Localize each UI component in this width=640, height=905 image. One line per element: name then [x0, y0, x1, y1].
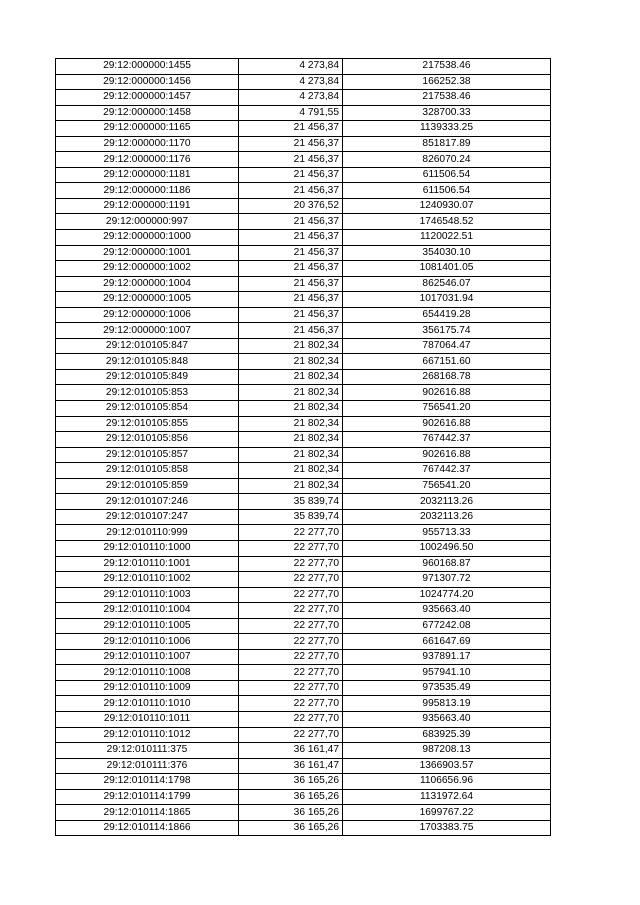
table-row [56, 618, 551, 634]
table-row [56, 245, 551, 261]
value-cell: 354030.10 [343, 245, 551, 261]
cadastral-number-cell: 29:12:010105:856 [56, 432, 239, 448]
cadastral-number-cell: 29:12:010110:1012 [56, 727, 239, 743]
area-cell: 21 802,34 [239, 401, 343, 417]
value-cell: 862546.07 [343, 276, 551, 292]
value-cell: 987208.13 [343, 743, 551, 759]
value-cell: 960168.87 [343, 556, 551, 572]
cadastral-number-cell: 29:12:000000:1004 [56, 276, 239, 292]
value-cell: 667151.60 [343, 354, 551, 370]
value-cell: 767442.37 [343, 463, 551, 479]
area-cell: 21 802,34 [239, 463, 343, 479]
cadastral-number-cell: 29:12:000000:1002 [56, 261, 239, 277]
area-cell: 21 456,37 [239, 214, 343, 230]
table-row [56, 167, 551, 183]
cadastral-number-cell: 29:12:010105:853 [56, 385, 239, 401]
value-cell: 935663.40 [343, 711, 551, 727]
table-row [56, 727, 551, 743]
table-row [56, 152, 551, 168]
area-cell: 21 456,37 [239, 136, 343, 152]
cadastral-number-cell: 29:12:000000:1186 [56, 183, 239, 199]
table-row [56, 634, 551, 650]
value-cell: 1024774.20 [343, 587, 551, 603]
cadastral-number-cell: 29:12:010110:1001 [56, 556, 239, 572]
table-row [56, 540, 551, 556]
cadastral-number-cell: 29:12:010110:1008 [56, 665, 239, 681]
table-row [56, 789, 551, 805]
cadastral-number-cell: 29:12:010111:376 [56, 758, 239, 774]
cadastral-number-cell: 29:12:010105:858 [56, 463, 239, 479]
area-cell: 22 277,70 [239, 665, 343, 681]
cadastral-number-cell: 29:12:010110:1000 [56, 540, 239, 556]
table-row [56, 805, 551, 821]
area-cell: 21 802,34 [239, 416, 343, 432]
cadastral-number-cell: 29:12:010107:247 [56, 509, 239, 525]
cadastral-number-cell: 29:12:000000:1455 [56, 59, 239, 75]
table-row [56, 603, 551, 619]
table-row [56, 183, 551, 199]
table-row [56, 354, 551, 370]
area-cell: 21 456,37 [239, 276, 343, 292]
cadastral-number-cell: 29:12:010105:848 [56, 354, 239, 370]
area-cell: 21 802,34 [239, 447, 343, 463]
value-cell: 1139333.25 [343, 121, 551, 137]
value-cell: 902616.88 [343, 416, 551, 432]
value-cell: 166252.38 [343, 74, 551, 90]
value-cell: 217538.46 [343, 90, 551, 106]
value-cell: 1131972.64 [343, 789, 551, 805]
area-cell: 36 165,26 [239, 805, 343, 821]
value-cell: 356175.74 [343, 323, 551, 339]
table-row [56, 105, 551, 121]
table-row [56, 820, 551, 836]
value-cell: 826070.24 [343, 152, 551, 168]
table-row [56, 774, 551, 790]
cadastral-number-cell: 29:12:010110:999 [56, 525, 239, 541]
value-cell: 1366903.57 [343, 758, 551, 774]
table-row [56, 494, 551, 510]
cadastral-number-cell: 29:12:010114:1799 [56, 789, 239, 805]
table-row [56, 338, 551, 354]
value-cell: 756541.20 [343, 478, 551, 494]
value-cell: 767442.37 [343, 432, 551, 448]
table-row [56, 696, 551, 712]
value-cell: 2032113.26 [343, 509, 551, 525]
area-cell: 22 277,70 [239, 556, 343, 572]
area-cell: 21 802,34 [239, 385, 343, 401]
value-cell: 973535.49 [343, 680, 551, 696]
cadastral-number-cell: 29:12:000000:1007 [56, 323, 239, 339]
value-cell: 2032113.26 [343, 494, 551, 510]
value-cell: 1017031.94 [343, 292, 551, 308]
value-cell: 268168.78 [343, 369, 551, 385]
area-cell: 36 165,26 [239, 820, 343, 836]
area-cell: 21 456,37 [239, 323, 343, 339]
area-cell: 36 165,26 [239, 774, 343, 790]
table-row [56, 385, 551, 401]
area-cell: 22 277,70 [239, 634, 343, 650]
area-cell: 22 277,70 [239, 696, 343, 712]
area-cell: 22 277,70 [239, 603, 343, 619]
value-cell: 1120022.51 [343, 230, 551, 246]
value-cell: 935663.40 [343, 603, 551, 619]
table-row [56, 214, 551, 230]
value-cell: 1106656.96 [343, 774, 551, 790]
table-row [56, 587, 551, 603]
area-cell: 21 456,37 [239, 230, 343, 246]
cadastral-number-cell: 29:12:000000:1170 [56, 136, 239, 152]
table-row [56, 743, 551, 759]
value-cell: 971307.72 [343, 572, 551, 588]
area-cell: 22 277,70 [239, 711, 343, 727]
area-cell: 21 456,37 [239, 245, 343, 261]
cadastral-number-cell: 29:12:010110:1010 [56, 696, 239, 712]
value-cell: 1240930.07 [343, 198, 551, 214]
table-row [56, 680, 551, 696]
table-row [56, 556, 551, 572]
value-cell: 1081401.05 [343, 261, 551, 277]
cadastral-number-cell: 29:12:000000:1457 [56, 90, 239, 106]
value-cell: 1746548.52 [343, 214, 551, 230]
cadastral-number-cell: 29:12:010107:246 [56, 494, 239, 510]
table-row [56, 90, 551, 106]
value-cell: 902616.88 [343, 447, 551, 463]
cadastral-number-cell: 29:12:010105:859 [56, 478, 239, 494]
value-cell: 1703383.75 [343, 820, 551, 836]
cadastral-table [55, 58, 551, 836]
table-row [56, 74, 551, 90]
area-cell: 35 839,74 [239, 509, 343, 525]
table-row [56, 307, 551, 323]
area-cell: 21 456,37 [239, 121, 343, 137]
area-cell: 4 273,84 [239, 59, 343, 75]
cadastral-number-cell: 29:12:000000:1165 [56, 121, 239, 137]
cadastral-number-cell: 29:12:010105:857 [56, 447, 239, 463]
table-row [56, 572, 551, 588]
value-cell: 787064.47 [343, 338, 551, 354]
table-row [56, 198, 551, 214]
cadastral-number-cell: 29:12:000000:1181 [56, 167, 239, 183]
value-cell: 654419.28 [343, 307, 551, 323]
value-cell: 955713.33 [343, 525, 551, 541]
cadastral-number-cell: 29:12:010110:1002 [56, 572, 239, 588]
value-cell: 677242.08 [343, 618, 551, 634]
cadastral-number-cell: 29:12:010114:1865 [56, 805, 239, 821]
value-cell: 217538.46 [343, 59, 551, 75]
table-row [56, 509, 551, 525]
area-cell: 22 277,70 [239, 525, 343, 541]
cadastral-number-cell: 29:12:010110:1005 [56, 618, 239, 634]
table-row [56, 323, 551, 339]
area-cell: 21 456,37 [239, 152, 343, 168]
table-row [56, 276, 551, 292]
table-row [56, 401, 551, 417]
cadastral-number-cell: 29:12:010110:1011 [56, 711, 239, 727]
cadastral-number-cell: 29:12:010114:1866 [56, 820, 239, 836]
area-cell: 21 456,37 [239, 183, 343, 199]
table-body [56, 59, 551, 836]
cadastral-number-cell: 29:12:000000:1000 [56, 230, 239, 246]
table-row [56, 649, 551, 665]
cadastral-number-cell: 29:12:010110:1004 [56, 603, 239, 619]
area-cell: 22 277,70 [239, 572, 343, 588]
area-cell: 22 277,70 [239, 587, 343, 603]
cadastral-number-cell: 29:12:010110:1007 [56, 649, 239, 665]
cadastral-number-cell: 29:12:000000:1176 [56, 152, 239, 168]
cadastral-number-cell: 29:12:010105:855 [56, 416, 239, 432]
area-cell: 4 273,84 [239, 90, 343, 106]
area-cell: 21 802,34 [239, 432, 343, 448]
area-cell: 21 802,34 [239, 354, 343, 370]
value-cell: 851817.89 [343, 136, 551, 152]
value-cell: 611506.54 [343, 183, 551, 199]
table-row [56, 230, 551, 246]
area-cell: 36 165,26 [239, 789, 343, 805]
area-cell: 36 161,47 [239, 743, 343, 759]
cadastral-number-cell: 29:12:000000:1001 [56, 245, 239, 261]
table-row [56, 447, 551, 463]
cadastral-number-cell: 29:12:000000:1191 [56, 198, 239, 214]
value-cell: 1699767.22 [343, 805, 551, 821]
cadastral-number-cell: 29:12:000000:1456 [56, 74, 239, 90]
area-cell: 21 802,34 [239, 369, 343, 385]
area-cell: 22 277,70 [239, 618, 343, 634]
value-cell: 957941.10 [343, 665, 551, 681]
table-row [56, 711, 551, 727]
area-cell: 35 839,74 [239, 494, 343, 510]
area-cell: 4 791,55 [239, 105, 343, 121]
area-cell: 22 277,70 [239, 649, 343, 665]
area-cell: 21 456,37 [239, 307, 343, 323]
table-row [56, 292, 551, 308]
cadastral-number-cell: 29:12:000000:1458 [56, 105, 239, 121]
cadastral-number-cell: 29:12:010105:854 [56, 401, 239, 417]
table-row [56, 136, 551, 152]
area-cell: 21 456,37 [239, 261, 343, 277]
area-cell: 20 376,52 [239, 198, 343, 214]
cadastral-number-cell: 29:12:010110:1006 [56, 634, 239, 650]
area-cell: 22 277,70 [239, 727, 343, 743]
table-row [56, 369, 551, 385]
value-cell: 1002496.50 [343, 540, 551, 556]
table-row [56, 261, 551, 277]
value-cell: 661647.69 [343, 634, 551, 650]
table-row [56, 416, 551, 432]
area-cell: 22 277,70 [239, 540, 343, 556]
cadastral-number-cell: 29:12:010114:1798 [56, 774, 239, 790]
area-cell: 36 161,47 [239, 758, 343, 774]
cadastral-number-cell: 29:12:010110:1009 [56, 680, 239, 696]
table-row [56, 432, 551, 448]
table-row [56, 478, 551, 494]
table-row [56, 59, 551, 75]
table-row [56, 665, 551, 681]
value-cell: 937891.17 [343, 649, 551, 665]
value-cell: 683925.39 [343, 727, 551, 743]
area-cell: 22 277,70 [239, 680, 343, 696]
table-row [56, 121, 551, 137]
cadastral-number-cell: 29:12:010111:375 [56, 743, 239, 759]
table-row [56, 758, 551, 774]
value-cell: 902616.88 [343, 385, 551, 401]
cadastral-number-cell: 29:12:010105:847 [56, 338, 239, 354]
cadastral-number-cell: 29:12:000000:1005 [56, 292, 239, 308]
cadastral-number-cell: 29:12:010110:1003 [56, 587, 239, 603]
cadastral-number-cell: 29:12:000000:1006 [56, 307, 239, 323]
table-row [56, 525, 551, 541]
cadastral-number-cell: 29:12:000000:997 [56, 214, 239, 230]
table-row [56, 463, 551, 479]
value-cell: 611506.54 [343, 167, 551, 183]
value-cell: 995813.19 [343, 696, 551, 712]
area-cell: 21 456,37 [239, 292, 343, 308]
area-cell: 21 456,37 [239, 167, 343, 183]
area-cell: 21 802,34 [239, 478, 343, 494]
value-cell: 756541.20 [343, 401, 551, 417]
value-cell: 328700.33 [343, 105, 551, 121]
cadastral-number-cell: 29:12:010105:849 [56, 369, 239, 385]
area-cell: 4 273,84 [239, 74, 343, 90]
area-cell: 21 802,34 [239, 338, 343, 354]
